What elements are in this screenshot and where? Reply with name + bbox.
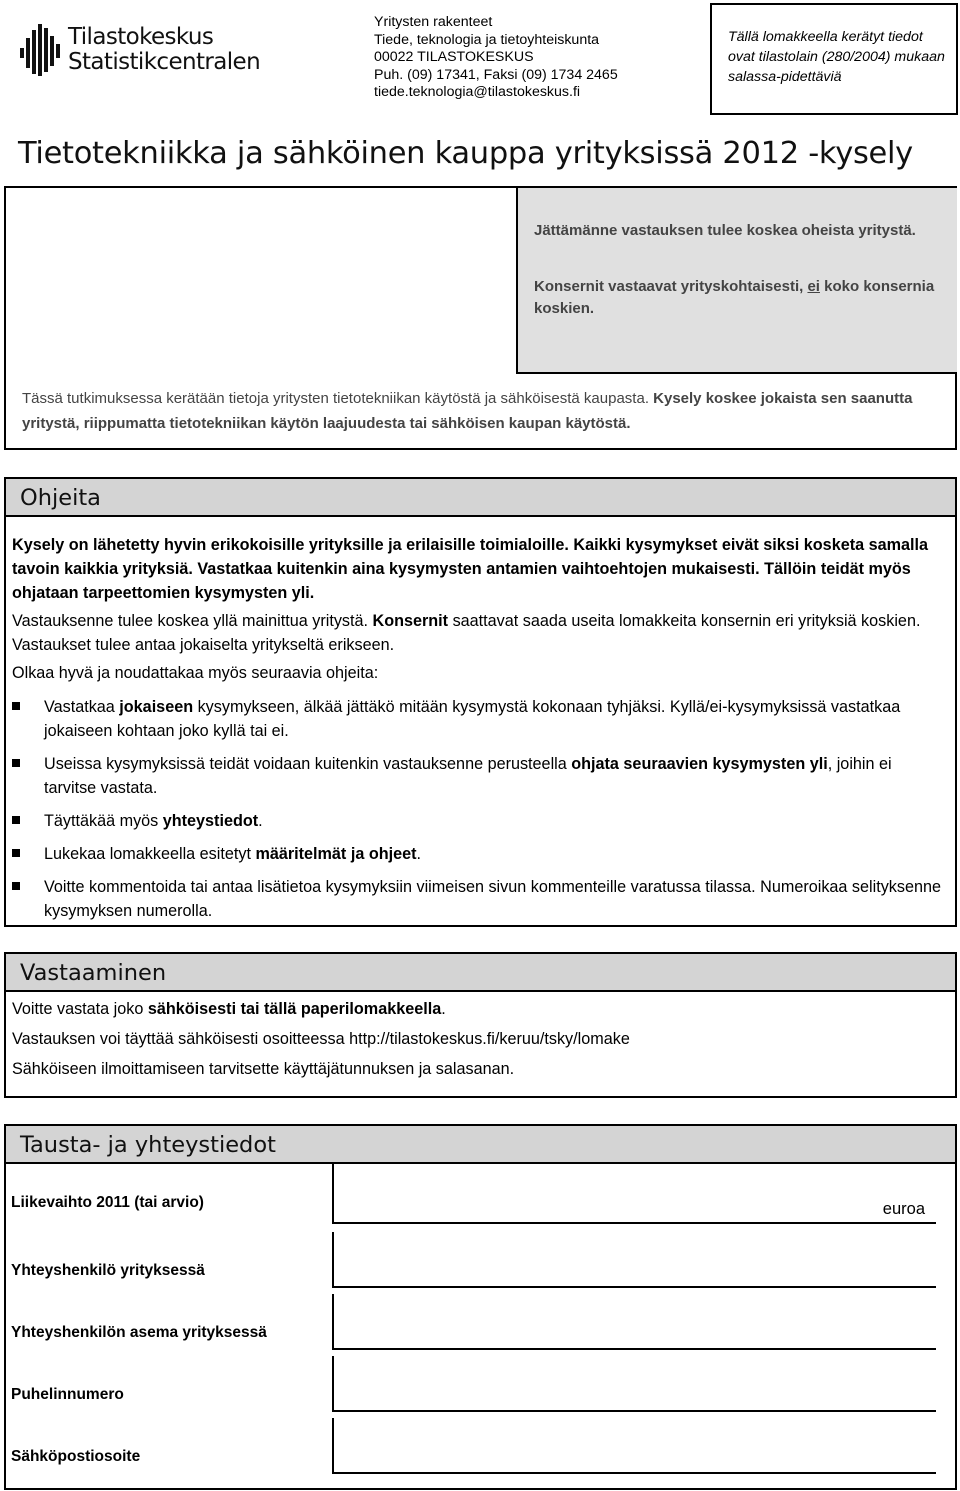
instructions-section [4,477,957,927]
intro-text [22,386,947,436]
p2-bold: Konsernit [372,612,449,630]
item-text: Lukekaa lomakkeella esitetyt [44,845,256,863]
intro-text-bold: Kysely koskee jokaista sen saanutta yritystä, riippumatta tietotekniikan käytön laajuudesta tai sähköisen kaupan käytöstä. [22,390,913,432]
square-bullet-icon [12,816,20,824]
item-text-end: . [258,812,263,830]
responding-bold: sähköisesti tai tällä paperilomakkeella [147,1000,442,1018]
item-text-end: , joihin ei tarvitse vastata. [44,755,892,797]
address-label-area [516,188,957,374]
dept-line-2: Tiede, teknologia ja tietoyhteiskunta [374,31,600,48]
revenue-input[interactable] [332,1164,936,1224]
address-note-2-text-end: koko konsernia koskien. [534,278,935,317]
logo-text-fi: Tilastokeskus [68,24,214,50]
intro-text-plain: Tässä tutkimuksessa kerätään tietoja yritysten tietotekniikan käytöstä ja sähköisestä kaupasta. [22,390,654,407]
contact-person-label: Yhteyshenkilö yrityksessä [11,1262,205,1279]
square-bullet-icon [12,759,20,767]
logo-bars-icon [20,24,64,78]
responding-line-3: Sähköiseen ilmoittamiseen tarvitsette käyttäjätunnuksen ja salasanan. [12,1060,515,1078]
address-note-2-emphasis: ei [807,278,820,295]
list-item [12,695,943,743]
instructions-paragraph-2 [12,609,943,657]
form-row-phone [6,1350,955,1412]
instructions-paragraph-1: Kysely on lähetetty hyvin erikokoisille yrityksille ja erilaisille toimialoille. Kaikki kysymykset eivät siksi kosketa samalla tavoin kaikkia yrityksiä. Vastatkaa kuitenkin aina kysymysten antamien vaihtoehtojen mukaisesti. Tällöin teidät myös ohjataan tarpeettomien kysymysten yli. [12,536,928,602]
department-address [374,14,704,102]
item-text: Useissa kysymyksissä teidät voidaan kuitenkin vastauksenne perusteella [44,755,572,773]
form-row-contact-position [6,1288,955,1350]
revenue-label: Liikevaihto 2011 (tai arvio) [11,1194,204,1211]
responding-heading: Vastaaminen [6,954,955,992]
square-bullet-icon [12,702,20,710]
instructions-paragraph-3: Olkaa hyvä ja noudattakaa myös seuraavia ohjeita: [12,664,379,682]
dept-email-link[interactable]: tiede.teknologia@tilastokeskus.fi [374,84,581,100]
dept-line-3: 00022 TILASTOKESKUS [374,49,534,65]
square-bullet-icon [12,882,20,890]
dept-line-1: Yritysten rakenteet [374,14,493,30]
list-item [12,809,943,833]
item-text: Vastatkaa [44,698,120,716]
revenue-unit: euroa [882,1200,925,1218]
page-title: Tietotekniikka ja sähköinen kauppa yrityksissä 2012 -kysely [18,136,913,171]
responding-text-end: . [441,1000,446,1018]
list-item [12,875,943,923]
confidentiality-notice: Tällä lomakkeella kerätyt tiedot ovat tilastolain (280/2004) mukaan salassa-pidettäviä [710,3,958,115]
contact-position-label: Yhteyshenkilön asema yrityksessä [11,1324,267,1341]
item-text-end: . [416,845,421,863]
contact-info-heading: Tausta- ja yhteystiedot [6,1126,955,1164]
phone-input[interactable] [332,1356,936,1412]
list-item [12,842,943,866]
address-note-2 [534,276,945,320]
address-note-2-text: Konsernit vastaavat yrityskohtaisesti, [534,278,808,295]
item-text-end: kysymykseen, älkää jättäkö mitään kysymystä kokonaan tyhjäksi. Kyllä/ei-kysymyksissä vastatkaa jokaiseen kohtaan joko kyllä tai ei. [44,698,901,740]
phone-label: Puhelinnumero [11,1386,124,1403]
item-text: Voitte kommentoida tai antaa lisätietoa kysymyksiin viimeisen sivun kommenteille varatussa tilassa. Numeroikaa selityksenne kysymyksen numerolla. [44,878,941,920]
contact-info-section [4,1124,957,1490]
item-bold: yhteystiedot [162,812,259,830]
form-row-contact-person [6,1226,955,1288]
item-text: Täyttäkää myös [44,812,163,830]
responding-section [4,952,957,1098]
contact-person-input[interactable] [332,1232,936,1288]
logo-text-sv: Statistikcentralen [68,49,261,75]
item-bold: määritelmät ja ohjeet [255,845,417,863]
instructions-heading: Ohjeita [6,479,955,517]
intro-box [4,186,957,450]
list-item [12,752,943,800]
form-row-email [6,1412,955,1474]
contact-position-input[interactable] [332,1294,936,1350]
responding-text: Voitte vastata joko [12,1000,148,1018]
p2-text-end: saattavat saada useita lomakkeita konsernin eri yrityksiä koskien. Vastaukset tulee antaa jokaiselta yritykseltä erikseen. [12,612,921,654]
responding-line-1 [12,994,943,1024]
item-bold: ohjata seuraavien kysymysten yli [571,755,828,773]
p2-text: Vastauksenne tulee koskea yllä mainittua yritystä. [12,612,373,630]
form-row-revenue [6,1164,955,1226]
email-label: Sähköpostiosoite [11,1448,141,1465]
item-bold: jokaiseen [119,698,194,716]
dept-line-4: Puh. (09) 17341, Faksi (09) 1734 2465 [374,66,618,83]
square-bullet-icon [12,849,20,857]
tilastokeskus-logo [20,24,280,80]
address-note-1: Jättämänne vastauksen tulee koskea oheista yritystä. [534,222,916,239]
responding-url-line[interactable]: Vastauksen voi täyttää sähköisesti osoitteessa http://tilastokeskus.fi/keruu/tsky/lomake [12,1030,630,1048]
instructions-list [12,695,943,923]
email-input[interactable] [332,1418,936,1474]
